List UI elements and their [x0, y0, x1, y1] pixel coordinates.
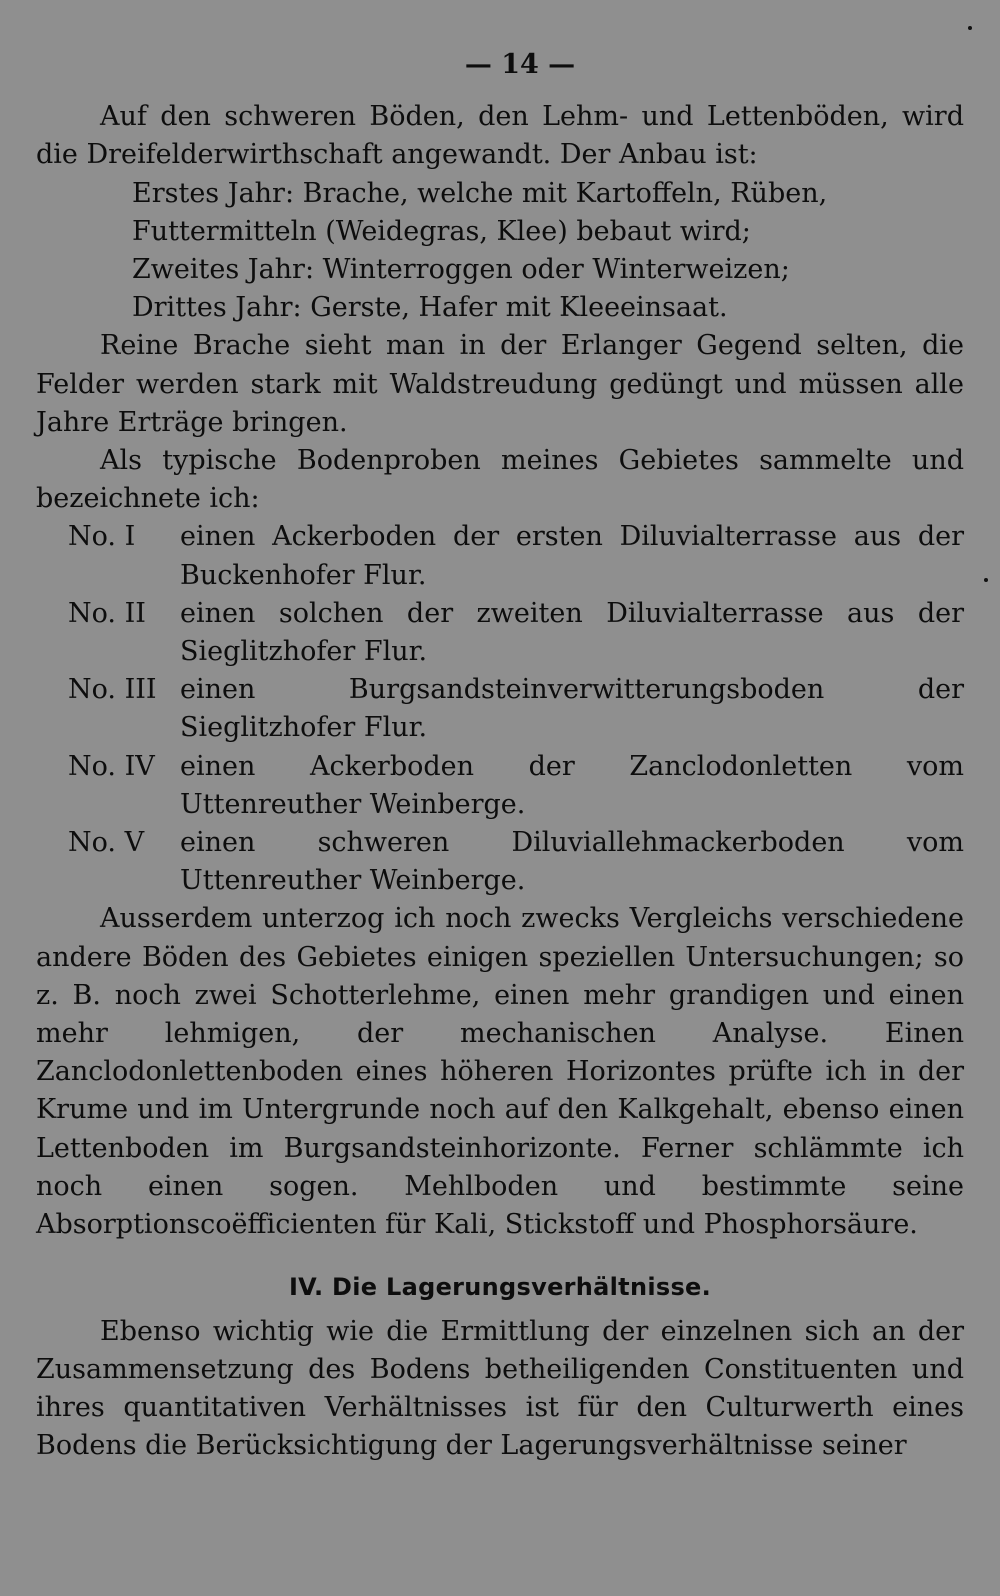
rotation-year-3: Drittes Jahr: Gerste, Hafer mit Kleeeinsaat. — [132, 292, 728, 324]
sample-number: No. II — [68, 597, 146, 629]
document-page — [36, 46, 964, 1465]
sample-number: No. V — [68, 827, 145, 859]
sample-description: einen solchen der zweiten Diluvialterrasse aus der Sieglitzhofer Flur. — [180, 597, 964, 668]
sample-number: No. I — [68, 521, 136, 553]
sample-description: einen Ackerboden der Zanclodonletten vom Uttenreuther Weinberge. — [180, 750, 964, 820]
soil-samples-list — [36, 518, 964, 900]
intro-paragraph: Auf den schweren Böden, den Lehm- und Lettenböden, wird die Dreifelderwirthschaft angewandt. Der Anbau ist: — [36, 101, 964, 171]
sample-number: No. IV — [68, 750, 155, 782]
sample-item — [36, 671, 964, 747]
brache-paragraph: Reine Brache sieht man in der Erlanger Gegend selten, die Felder werden stark mit Waldstreudung gedüngt und müssen alle Jahre Erträge bringen. — [36, 330, 964, 438]
final-paragraph: Ebenso wichtig wie die Ermittlung der einzelnen sich an der Zusammensetzung des Bodens betheiligenden Constituenten und ihres quantitativen Verhältnisses ist für den Culturwerth eines Bodens die Berücksichtigung der Lagerungsverhältnisse seiner — [36, 1315, 964, 1462]
rotation-year-1: Erstes Jahr: Brache, welche mit Kartoffeln, Rüben, Futtermitteln (Weidegras, Klee) bebaut wird; — [132, 177, 828, 247]
sample-item — [36, 748, 964, 824]
sample-description: einen Ackerboden der ersten Diluvialterrasse aus der Buckenhofer Flur. — [180, 521, 964, 591]
rotation-year-2: Zweites Jahr: Winterroggen oder Winterweizen; — [132, 254, 790, 286]
section-heading: IV. Die Lagerungsverhältnisse. — [288, 1273, 712, 1302]
scan-speck — [984, 578, 988, 582]
sample-description: einen Burgsandsteinverwitterungsboden der Sieglitzhofer Flur. — [180, 674, 964, 744]
sample-item — [36, 595, 964, 671]
sample-number: No. III — [68, 674, 157, 706]
crop-rotation-list — [132, 175, 964, 328]
sample-item — [36, 518, 964, 594]
scan-speck — [968, 26, 972, 30]
samples-intro: Als typische Bodenproben meines Gebietes sammelte und bezeichnete ich: — [36, 445, 964, 515]
sample-item — [36, 824, 964, 900]
page-number: — 14 — — [464, 49, 576, 80]
sample-description: einen schweren Diluviallehmackerboden vom Uttenreuther Weinberge. — [180, 827, 964, 897]
ausserdem-paragraph: Ausserdem unterzog ich noch zwecks Vergleichs verschiedene andere Böden des Gebietes einigen speziellen Untersuchungen; so z. B. noch zwei Schotterlehme, einen mehr grandigen und einen mehr lehmigen, der mechanischen Analyse. Einen Zanclodonlettenboden eines höheren Horizontes prüfte ich in der Krume und im Untergrunde noch auf den Kalkgehalt, ebenso einen Lettenboden im Burgsandsteinhorizonte. Ferner schlämmte ich noch einen sogen. Mehlboden und bestimmte seine Absorptionscoëfficienten für Kali, Stickstoff und Phosphorsäure. — [36, 903, 964, 1241]
